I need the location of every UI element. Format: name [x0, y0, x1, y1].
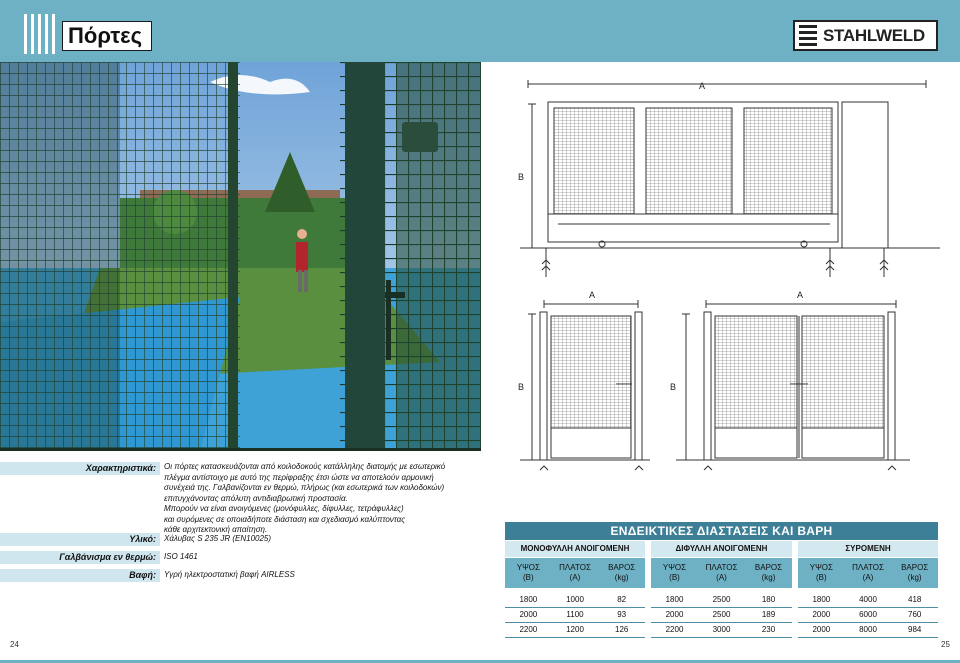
- dim-label-a: A: [699, 81, 706, 91]
- table-row: 2200 3000 230: [651, 622, 792, 638]
- dim-label-b-single: B: [518, 382, 525, 392]
- table-row: 2000 2500 189: [651, 607, 792, 623]
- single-gate-drawing: [520, 300, 650, 470]
- brand-logo: [793, 20, 938, 51]
- spec-label-material: Υλικό:: [0, 533, 160, 546]
- table-row: 2000 6000 760: [798, 607, 938, 623]
- col-weight: ΒΑΡΟΣ (kg): [608, 563, 636, 582]
- stripes-icon: [24, 14, 55, 54]
- spec-value-galvanizing: ISO 1461: [164, 552, 198, 561]
- group-header-sliding: ΣΥΡΟΜΕΝΗ: [798, 541, 938, 557]
- col-width: ΠΛΑΤΟΣ (A): [559, 563, 591, 582]
- table-row: 1800 2500 180: [651, 592, 792, 608]
- page-title: Πόρτες: [68, 23, 143, 48]
- spec-value-features: Οι πόρτες κατασκευάζονται από κοιλοδοκούς κατάλληλης διατομής με εσωτερικό πλέγμα αντίστοιχο με αυτό της περίφραξης έτσι ώστε να αποτελούν αρμονική συνέχειά της. Γαλβανίζονται εν θερμώ, πλήρως (και εσωτερικά των κοιλοδοκών) επιτυγχάνοντας απόλυτη αντιδιαβρωτική προστασία. Μπορούν να είναι ανοιγόμενες (μονόφυλλες, δίφυλλες, τετράφυλλες) και συρόμενες σε οποιαδήποτε διάσταση και σχεδιασμό καλύπτοντας κάθε αρχιτεκτονική απαίτηση.: [164, 462, 446, 534]
- spec-list: [0, 460, 500, 600]
- table-row: 2000 1100 93: [505, 607, 645, 623]
- col-weight: ΒΑΡΟΣ (kg): [754, 563, 783, 582]
- table-row: 1800 4000 418: [798, 592, 938, 608]
- group-header-double: ΔΙΦΥΛΛΗ ΑΝΟΙΓΟΜΕΝΗ: [651, 541, 792, 557]
- spec-value-material: Χάλυβας S 235 JR (EN10025): [164, 534, 272, 543]
- column-headers-double: [651, 558, 792, 588]
- spec-label-galvanizing: Γαλβάνισμα εν θερμώ:: [0, 551, 160, 564]
- column-headers-single: [505, 558, 645, 588]
- header-bar: [0, 0, 960, 62]
- col-width: ΠΛΑΤΟΣ (A): [705, 563, 738, 582]
- dim-label-b: B: [518, 172, 525, 182]
- brand-mark-icon: [799, 25, 817, 46]
- table-row: 2000 8000 984: [798, 622, 938, 638]
- col-height: ΥΨΟΣ (B): [516, 563, 540, 582]
- sliding-gate-drawing: [520, 80, 940, 277]
- page-number-right: 25: [941, 640, 950, 649]
- col-height: ΥΨΟΣ (B): [662, 563, 687, 582]
- spec-label-features: Χαρακτηριστικά:: [0, 462, 160, 475]
- dim-label-a-single: A: [589, 290, 596, 300]
- col-height: ΥΨΟΣ (B): [809, 563, 833, 582]
- page-title-box: [62, 21, 152, 51]
- double-gate-drawing: [676, 300, 910, 470]
- col-weight: ΒΑΡΟΣ (kg): [901, 563, 929, 582]
- table-title: ΕΝΔΕΙΚΤΙΚΕΣ ΔΙΑΣΤΑΣΕΙΣ ΚΑΙ ΒΑΡΗ: [505, 522, 938, 540]
- col-width: ΠΛΑΤΟΣ (A): [852, 563, 884, 582]
- dim-label-a-double: A: [797, 290, 804, 300]
- spec-label-paint: Βαφή:: [0, 569, 160, 582]
- technical-drawings: [510, 72, 950, 480]
- group-header-single: ΜΟΝΟΦΥΛΛΗ ΑΝΟΙΓΟΜΕΝΗ: [505, 541, 645, 557]
- table-row: 2200 1200 126: [505, 622, 645, 638]
- table-row: 1800 1000 82: [505, 592, 645, 608]
- brand-name: STAHLWELD: [823, 26, 925, 45]
- column-headers-sliding: [798, 558, 938, 588]
- dim-label-b-double: B: [670, 382, 677, 392]
- page-number-left: 24: [10, 640, 19, 649]
- spec-value-paint: Υγρή ηλεκτροστατική βαφή AIRLESS: [164, 570, 295, 579]
- gate-photo: [0, 62, 481, 451]
